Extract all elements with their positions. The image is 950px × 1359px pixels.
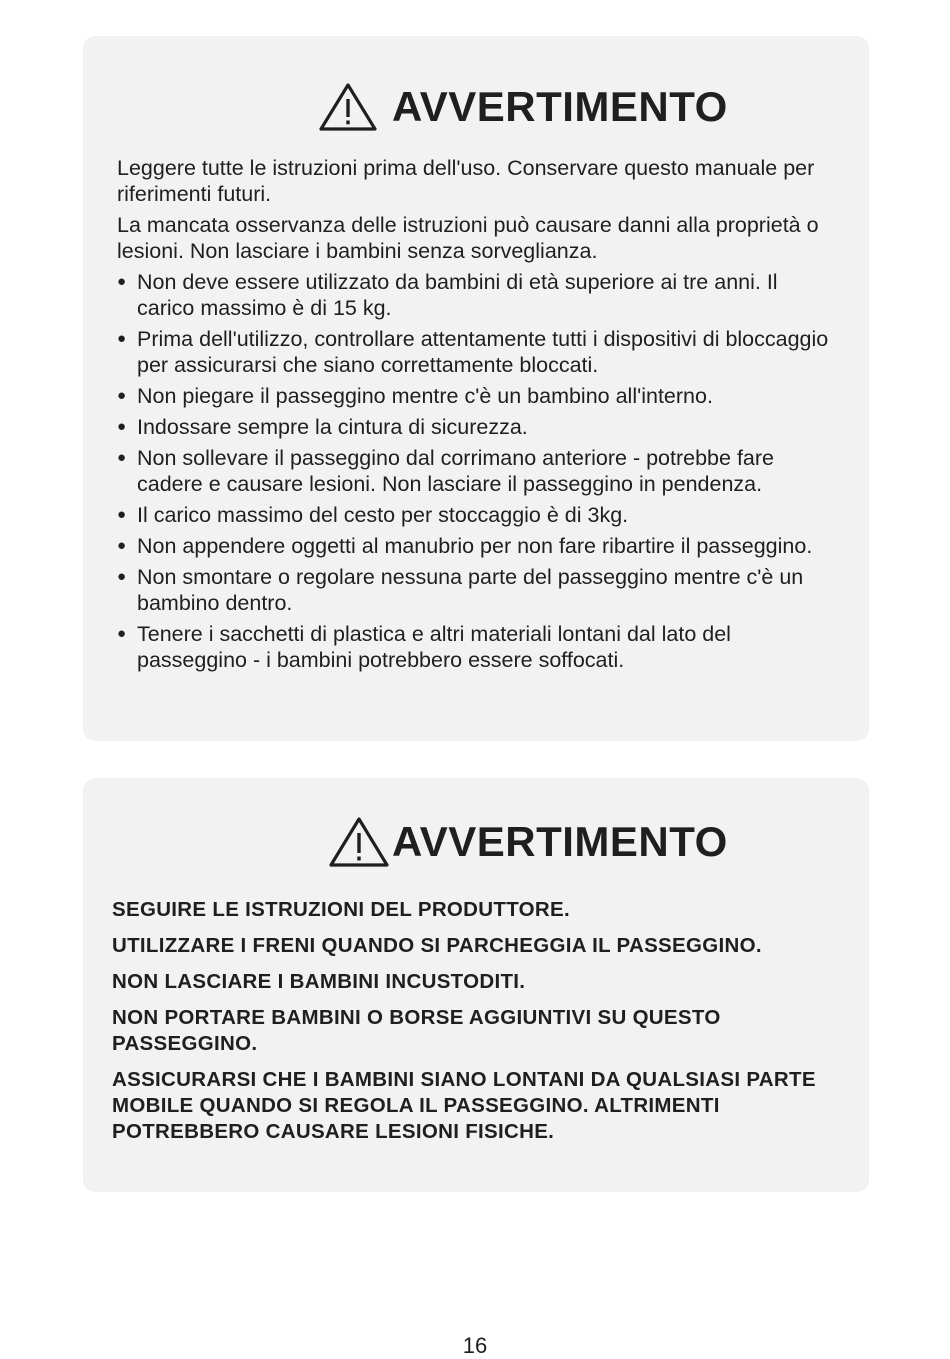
list-item: ● Non sollevare il passeggino dal corrimano anteriore - potrebbe fare cadere e causare lesioni. Non lasciare il passeggino in pendenza. — [117, 445, 837, 497]
intro-paragraph: Leggere tutte le istruzioni prima dell'uso. Conservare questo manuale per riferimenti futuri. — [117, 156, 815, 206]
list-item: ● Non appendere oggetti al manubrio per non fare ribartire il passeggino. — [117, 533, 837, 559]
list-item: ● Non deve essere utilizzato da bambini di età superiore ai tre anni. Il carico massimo è di 15 kg. — [117, 269, 837, 321]
intro-paragraph: La mancata osservanza delle istruzioni può causare danni alla proprietà o lesioni. Non lasciare i bambini senza sorveglianza. — [117, 213, 819, 263]
list-item: ● Il carico massimo del cesto per stoccaggio è di 3kg. — [117, 502, 837, 528]
list-item: ● Prima dell'utilizzo, controllare attentamente tutti i dispositivi di bloccaggio per assicurarsi che siano correttamente bloccati. — [117, 326, 837, 378]
caps-line: NON LASCIARE I BAMBINI INCUSTODITI. — [112, 970, 526, 993]
page-number: 16 — [462, 1333, 488, 1358]
warning-caps-block — [112, 897, 842, 1155]
caps-line: NON PORTARE BAMBINI O BORSE AGGIUNTIVI SU QUESTO PASSEGGINO. — [112, 1006, 721, 1055]
warning-triangle-icon — [318, 82, 378, 132]
section-title: AVVERTIMENTO — [392, 818, 728, 865]
section-title: AVVERTIMENTO — [392, 83, 728, 130]
warning-list — [117, 269, 837, 673]
warning-panel-2 — [83, 778, 869, 1192]
list-item: ● Non smontare o regolare nessuna parte del passeggino mentre c'è un bambino dentro. — [117, 564, 837, 616]
warning-title-row — [318, 82, 728, 132]
warning-title-row — [328, 816, 728, 868]
list-item: ● Non piegare il passeggino mentre c'è un bambino all'interno. — [117, 383, 837, 409]
caps-line: SEGUIRE LE ISTRUZIONI DEL PRODUTTORE. — [112, 898, 570, 921]
warning-triangle-icon — [328, 816, 390, 868]
warning-text-block — [117, 155, 837, 678]
caps-line: UTILIZZARE I FRENI QUANDO SI PARCHEGGIA IL PASSEGGINO. — [112, 934, 762, 957]
list-item: ● Tenere i sacchetti di plastica e altri materiali lontani dal lato del passeggino - i bambini potrebbero essere soffocati. — [117, 621, 837, 673]
caps-line: ASSICURARSI CHE I BAMBINI SIANO LONTANI DA QUALSIASI PARTE MOBILE QUANDO SI REGOLA IL PASSEGGINO. ALTRIMENTI POTREBBERO CAUSARE LESIONI FISICHE. — [112, 1068, 816, 1143]
warning-panel-1 — [83, 36, 869, 741]
list-item: ● Indossare sempre la cintura di sicurezza. — [117, 414, 837, 440]
